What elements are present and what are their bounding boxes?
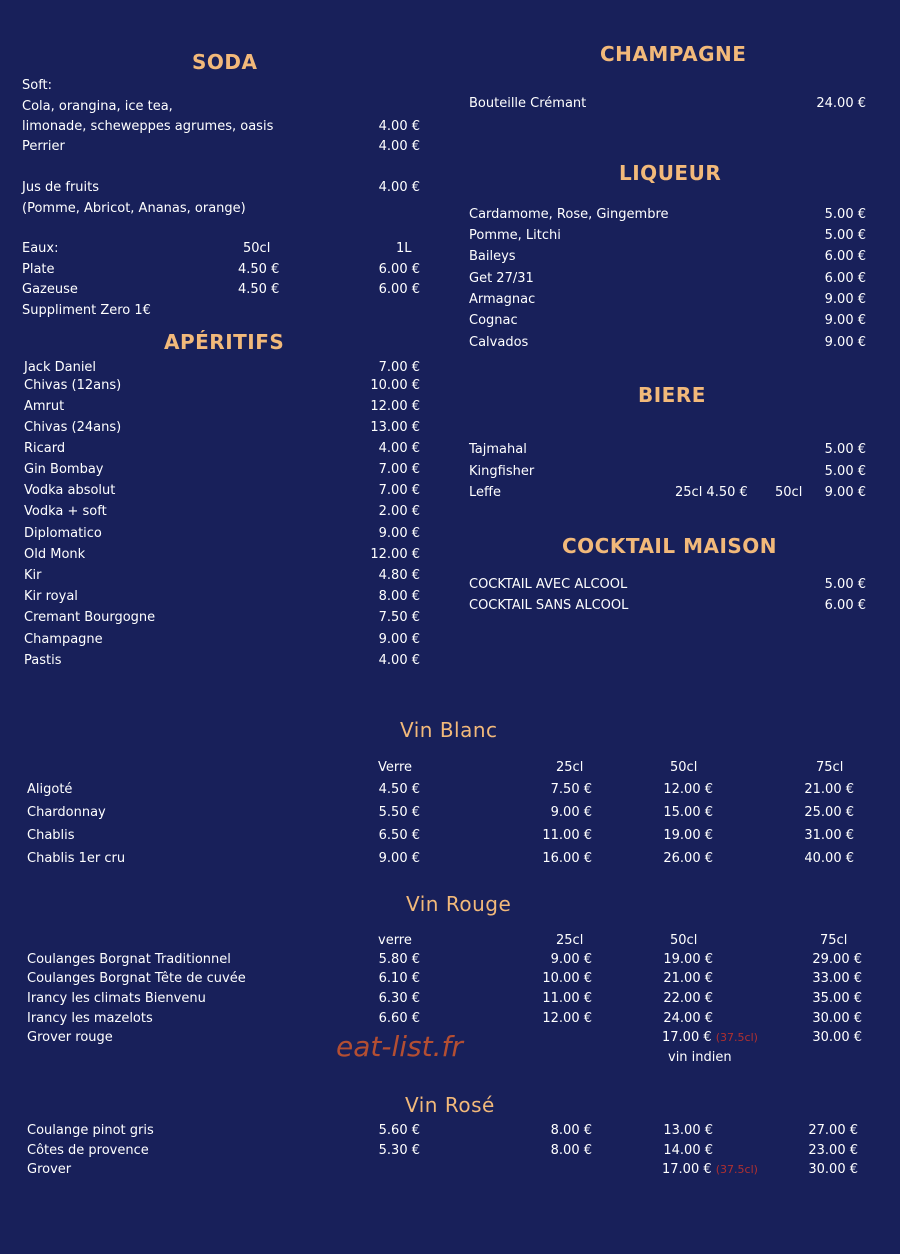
aperitif-item-name: Vodka absolut (24, 483, 116, 498)
vin-rouge-header-verre: verre (378, 933, 412, 948)
liqueur-item-price: 6.00 € (824, 271, 866, 286)
cocktail-title: COCKTAIL MAISON (562, 534, 778, 558)
vin-rose-row-50cl: 13.00 € (663, 1123, 713, 1138)
vin-blanc-row-verre: 9.00 € (378, 851, 420, 866)
vin-blanc-row-verre: 6.50 € (378, 828, 420, 843)
soda-eaux-1l: 1L (396, 241, 412, 256)
vin-blanc-row-name: Chablis 1er cru (27, 851, 126, 866)
aperitif-item-price: 9.00 € (378, 526, 420, 541)
vin-blanc-row-50cl: 26.00 € (663, 851, 713, 866)
soda-plate-1l: 6.00 € (378, 262, 420, 277)
soda-perrier-price: 4.00 € (378, 139, 420, 154)
vin-blanc-row-verre: 5.50 € (378, 805, 420, 820)
vin-rose-grover-note: (37.5cl) (715, 1163, 758, 1176)
soda-gazeuse-1l: 6.00 € (378, 282, 420, 297)
liqueur-item-name: Pomme, Litchi (469, 228, 561, 243)
vin-rose-row-50cl: 14.00 € (663, 1143, 713, 1158)
vin-rouge-header-50cl: 50cl (670, 933, 698, 948)
aperitif-item-price: 7.00 € (378, 462, 420, 477)
vin-rose-grover: Grover (27, 1162, 72, 1177)
vin-rouge-row-name: Irancy les climats Bienvenu (27, 991, 206, 1006)
vin-blanc-row-name: Chablis (27, 828, 75, 843)
vin-rouge-grover-50: 17.00 € (37.5cl) (662, 1030, 758, 1045)
aperitif-item-name: Kir (24, 568, 42, 583)
soda-jus-detail: (Pomme, Abricot, Ananas, orange) (22, 201, 246, 216)
soda-supplement: Suppliment Zero 1€ (22, 303, 151, 318)
vin-rouge-row-name: Coulanges Borgnat Traditionnel (27, 952, 231, 967)
vin-rouge-row-75cl: 33.00 € (812, 971, 862, 986)
vin-blanc-row-50cl: 15.00 € (663, 805, 713, 820)
vin-rouge-row-25cl: 10.00 € (542, 971, 592, 986)
vin-blanc-title: Vin Blanc (400, 718, 498, 742)
vin-rouge-row-50cl: 19.00 € (663, 952, 713, 967)
vin-rouge-row-verre: 6.60 € (378, 1011, 420, 1026)
vin-rouge-row-75cl: 29.00 € (812, 952, 862, 967)
aperitif-item-price: 8.00 € (378, 589, 420, 604)
biere-leffe-25: 25cl 4.50 € (675, 485, 748, 500)
soda-jus: Jus de fruits (22, 180, 100, 195)
soda-eaux: Eaux: (22, 241, 59, 256)
vin-blanc-row-verre: 4.50 € (378, 782, 420, 797)
soda-plate-50: 4.50 € (238, 262, 280, 277)
aperitif-item-price: 7.00 € (378, 483, 420, 498)
liqueur-title: LIQUEUR (619, 161, 722, 185)
aperitif-item-name: Old Monk (24, 547, 86, 562)
aperitif-item-name: Vodka + soft (24, 504, 107, 519)
vin-rose-row-verre: 5.60 € (378, 1123, 420, 1138)
aperitif-item-name: Ricard (24, 441, 66, 456)
biere-tajmahal-price: 5.00 € (824, 442, 866, 457)
liqueur-item-price: 5.00 € (824, 228, 866, 243)
watermark: eat-list.fr (336, 1030, 463, 1063)
vin-rouge-row-50cl: 21.00 € (663, 971, 713, 986)
biere-leffe-50: 50cl (775, 485, 803, 500)
vin-rouge-row-25cl: 11.00 € (542, 991, 592, 1006)
liqueur-item-price: 9.00 € (824, 335, 866, 350)
soda-gazeuse: Gazeuse (22, 282, 78, 297)
aperitif-item-name: Kir royal (24, 589, 78, 604)
vin-rouge-row-name: Coulanges Borgnat Tête de cuvée (27, 971, 246, 986)
aperitif-item-price: 7.50 € (378, 610, 420, 625)
vin-blanc-row-75cl: 21.00 € (804, 782, 854, 797)
vin-rouge-row-75cl: 30.00 € (812, 1011, 862, 1026)
soda-title: SODA (192, 50, 258, 74)
liqueur-item-price: 5.00 € (824, 207, 866, 222)
aperitif-item-price: 9.00 € (378, 632, 420, 647)
aperitifs-title: APÉRITIFS (164, 330, 285, 354)
aperitif-item-price: 4.00 € (378, 653, 420, 668)
vin-rose-row-25cl: 8.00 € (550, 1123, 592, 1138)
cocktail-item-sans-price: 6.00 € (824, 598, 866, 613)
soda-limonade-line: limonade, scheweppes agrumes, oasis (22, 119, 274, 134)
vin-blanc-row-25cl: 9.00 € (550, 805, 592, 820)
vin-rouge-grover-75: 30.00 € (812, 1030, 862, 1045)
biere-leffe-price: 9.00 € (824, 485, 866, 500)
soda-cola-line: Cola, orangina, ice tea, (22, 99, 173, 114)
aperitif-item-name: Pastis (24, 653, 62, 668)
liqueur-item-price: 9.00 € (824, 313, 866, 328)
liqueur-item-price: 9.00 € (824, 292, 866, 307)
vin-blanc-header-50cl: 50cl (670, 760, 698, 775)
aperitif-item-price: 13.00 € (370, 420, 420, 435)
vin-rouge-row-verre: 6.30 € (378, 991, 420, 1006)
vin-rouge-row-verre: 5.80 € (378, 952, 420, 967)
vin-blanc-header-75cl: 75cl (816, 760, 844, 775)
vin-rouge-grover-sub: vin indien (668, 1050, 732, 1065)
aperitif-item-name: Gin Bombay (24, 462, 104, 477)
aperitif-item-price: 12.00 € (370, 399, 420, 414)
vin-rouge-row-50cl: 24.00 € (663, 1011, 713, 1026)
vin-blanc-row-50cl: 19.00 € (663, 828, 713, 843)
soda-jus-price: 4.00 € (378, 180, 420, 195)
vin-rouge-header-75cl: 75cl (820, 933, 848, 948)
vin-rouge-header-25cl: 25cl (556, 933, 584, 948)
vin-rose-row-name: Coulange pinot gris (27, 1123, 154, 1138)
biere-kingfisher-price: 5.00 € (824, 464, 866, 479)
vin-rouge-row-75cl: 35.00 € (812, 991, 862, 1006)
vin-blanc-row-name: Aligoté (27, 782, 73, 797)
vin-blanc-row-25cl: 11.00 € (542, 828, 592, 843)
vin-blanc-row-25cl: 7.50 € (550, 782, 592, 797)
biere-kingfisher: Kingfisher (469, 464, 535, 479)
soda-limonade-price: 4.00 € (378, 119, 420, 134)
aperitif-item-name: Amrut (24, 399, 65, 414)
aperitif-item-name: Chivas (24ans) (24, 420, 122, 435)
aperitif-item-price: 4.80 € (378, 568, 420, 583)
biere-leffe: Leffe (469, 485, 501, 500)
aperitif-item-price: 10.00 € (370, 378, 420, 393)
soda-plate: Plate (22, 262, 55, 277)
aperitif-item-name: Diplomatico (24, 526, 102, 541)
vin-rose-title: Vin Rosé (405, 1093, 495, 1117)
biere-tajmahal: Tajmahal (469, 442, 527, 457)
liqueur-item-name: Cognac (469, 313, 518, 328)
aperitif-item-name: Jack Daniel (24, 360, 97, 375)
liqueur-item-name: Armagnac (469, 292, 536, 307)
liqueur-item-name: Get 27/31 (469, 271, 534, 286)
vin-rose-row-name: Côtes de provence (27, 1143, 149, 1158)
vin-rose-row-75cl: 23.00 € (808, 1143, 858, 1158)
vin-rose-grover-50: 17.00 € (37.5cl) (662, 1162, 758, 1177)
aperitif-item-price: 12.00 € (370, 547, 420, 562)
champagne-title: CHAMPAGNE (600, 42, 747, 66)
vin-rose-row-verre: 5.30 € (378, 1143, 420, 1158)
vin-blanc-row-75cl: 40.00 € (804, 851, 854, 866)
cocktail-item-avec: COCKTAIL AVEC ALCOOL (469, 577, 628, 592)
vin-rouge-row-name: Irancy les mazelots (27, 1011, 153, 1026)
vin-rose-row-75cl: 27.00 € (808, 1123, 858, 1138)
vin-blanc-header-25cl: 25cl (556, 760, 584, 775)
cocktail-item-avec-price: 5.00 € (824, 577, 866, 592)
soda-eaux-50cl: 50cl (243, 241, 271, 256)
vin-blanc-header-verre: Verre (378, 760, 413, 775)
vin-rouge-row-50cl: 22.00 € (663, 991, 713, 1006)
aperitif-item-name: Cremant Bourgogne (24, 610, 156, 625)
vin-rouge-row-25cl: 9.00 € (550, 952, 592, 967)
liqueur-item-name: Baileys (469, 249, 516, 264)
vin-blanc-row-75cl: 25.00 € (804, 805, 854, 820)
vin-blanc-row-50cl: 12.00 € (663, 782, 713, 797)
vin-blanc-row-75cl: 31.00 € (804, 828, 854, 843)
biere-title: BIERE (638, 383, 706, 407)
aperitif-item-name: Chivas (12ans) (24, 378, 122, 393)
vin-rouge-grover-note: (37.5cl) (715, 1031, 758, 1044)
champagne-item-name: Bouteille Crémant (469, 96, 587, 111)
vin-blanc-row-25cl: 16.00 € (542, 851, 592, 866)
vin-rose-grover-75: 30.00 € (808, 1162, 858, 1177)
vin-rouge-title: Vin Rouge (406, 892, 512, 916)
vin-rouge-row-verre: 6.10 € (378, 971, 420, 986)
soda-perrier: Perrier (22, 139, 65, 154)
aperitif-item-price: 7.00 € (378, 360, 420, 375)
aperitif-item-price: 4.00 € (378, 441, 420, 456)
cocktail-item-sans: COCKTAIL SANS ALCOOL (469, 598, 629, 613)
liqueur-item-name: Calvados (469, 335, 529, 350)
liqueur-item-name: Cardamome, Rose, Gingembre (469, 207, 669, 222)
vin-blanc-row-name: Chardonnay (27, 805, 106, 820)
soda-soft-label: Soft: (22, 78, 53, 93)
liqueur-item-price: 6.00 € (824, 249, 866, 264)
vin-rose-row-25cl: 8.00 € (550, 1143, 592, 1158)
champagne-item-price: 24.00 € (816, 96, 866, 111)
vin-rouge-grover: Grover rouge (27, 1030, 113, 1045)
vin-rouge-row-25cl: 12.00 € (542, 1011, 592, 1026)
soda-gazeuse-50: 4.50 € (238, 282, 280, 297)
aperitif-item-name: Champagne (24, 632, 103, 647)
aperitif-item-price: 2.00 € (378, 504, 420, 519)
